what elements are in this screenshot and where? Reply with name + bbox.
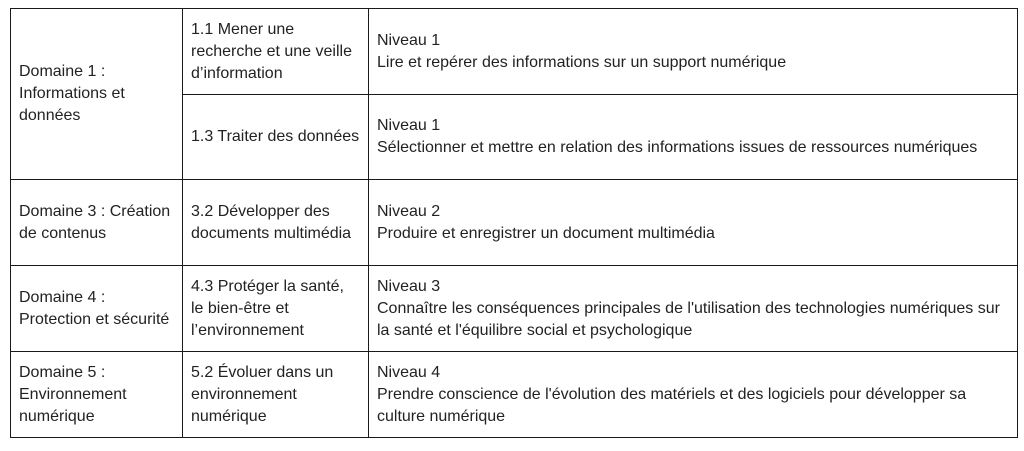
level-label: Niveau 4 xyxy=(377,363,441,381)
level-description: Connaître les conséquences principales de l'utilisation des technologies numériques sur la santé et l'équilibre social et psychologique xyxy=(377,299,1000,339)
table-row xyxy=(11,352,1018,438)
level-label: Niveau 1 xyxy=(377,117,441,134)
level-description: Sélectionner et mettre en relation des informations issues de ressources numériques xyxy=(377,139,978,156)
level-label: Niveau 3 xyxy=(377,277,441,295)
competence-cell: 4.3 Protéger la santé, le bien-être et l’environnement xyxy=(183,266,369,352)
competency-table xyxy=(10,8,1018,438)
competence-cell: 1.1 Mener une recherche et une veille d’information xyxy=(183,9,369,95)
level-description: Produire et enregistrer un document multimédia xyxy=(377,224,715,242)
competence-cell: 3.2 Développer des documents multimédia xyxy=(183,180,369,266)
level-cell xyxy=(369,352,1018,438)
table-row xyxy=(11,9,1018,95)
competence-cell: 5.2 Évoluer dans un environnement numérique xyxy=(183,352,369,438)
domain-cell: Domaine 4 : Protection et sécurité xyxy=(11,266,183,352)
table-row xyxy=(11,180,1018,266)
level-cell xyxy=(369,266,1018,352)
domain-cell: Domaine 3 : Création de contenus xyxy=(11,180,183,266)
level-label: Niveau 2 xyxy=(377,202,441,220)
level-description: Lire et repérer des informations sur un support numérique xyxy=(377,53,787,71)
level-cell xyxy=(369,180,1018,266)
level-description: Prendre conscience de l'évolution des matériels et des logiciels pour développer sa culture numérique xyxy=(377,385,967,425)
level-cell xyxy=(369,95,1018,180)
table-row xyxy=(11,266,1018,352)
domain-cell: Domaine 1 : Informations et données xyxy=(11,9,183,180)
level-label: Niveau 1 xyxy=(377,31,441,49)
competence-cell: 1.3 Traiter des données xyxy=(183,95,369,180)
domain-cell: Domaine 5 : Environnement numérique xyxy=(11,352,183,438)
level-cell xyxy=(369,9,1018,95)
